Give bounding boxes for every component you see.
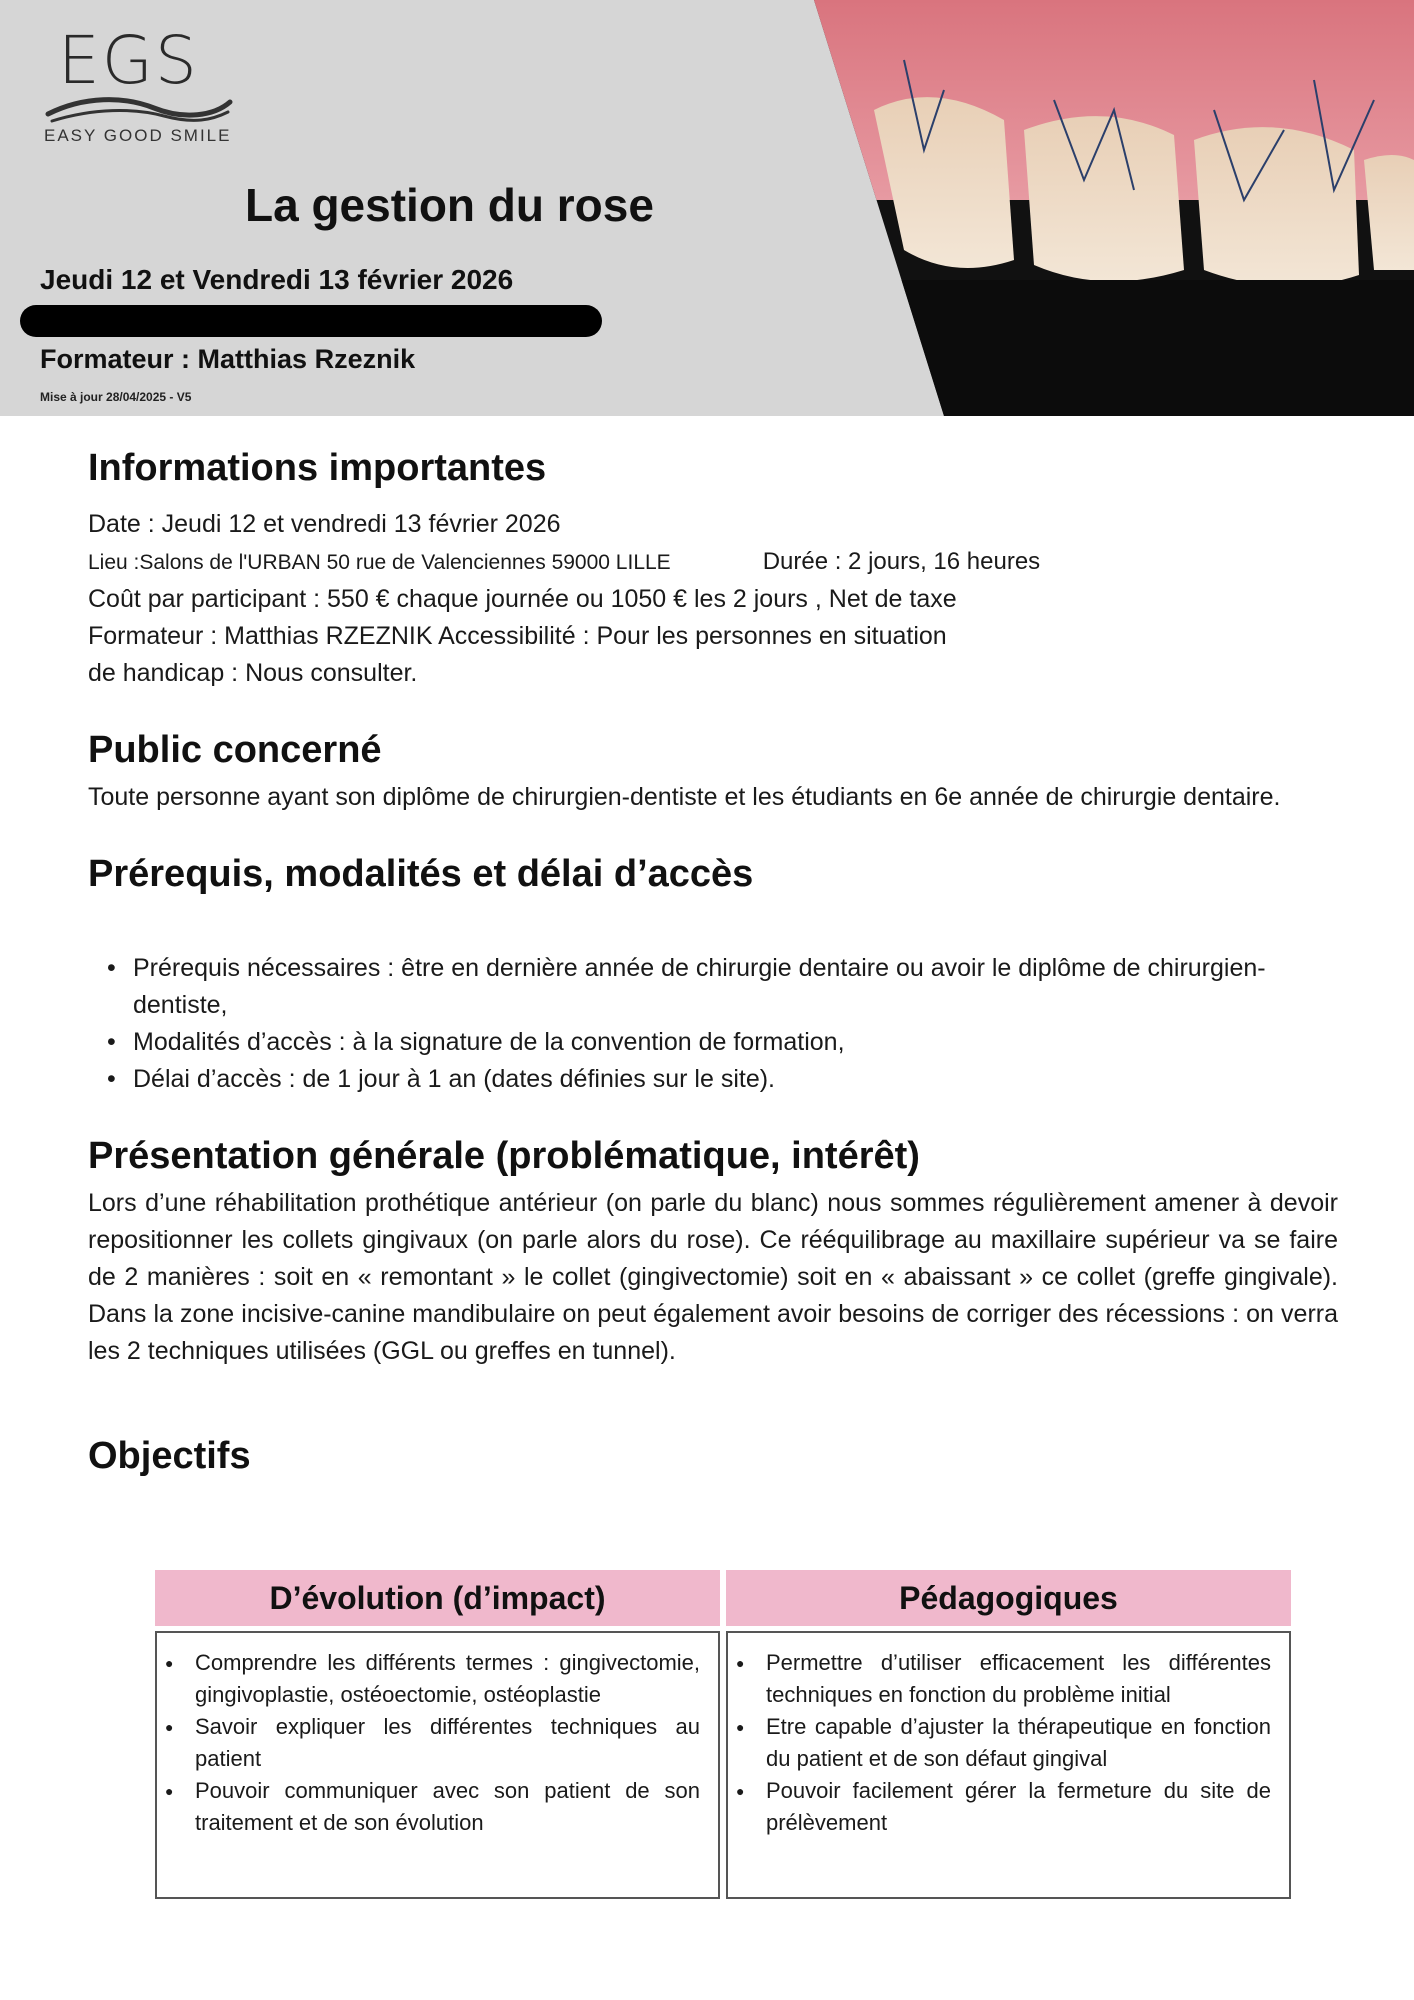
pedagogic-column — [726, 1570, 1291, 1899]
list-item: ● Savoir expliquer les différentes techniques au patient — [195, 1711, 700, 1775]
list-item: ● Comprendre les différents termes : gingivectomie, gingivoplastie, ostéoectomie, ostéoplastie — [195, 1647, 700, 1711]
logo-letters: EGS — [58, 22, 199, 99]
info-heading: Informations importantes — [88, 447, 547, 489]
list-item: ● Pouvoir communiquer avec son patient de son traitement et de son évolution — [195, 1775, 700, 1839]
list-item: ● Permettre d’utiliser efficacement les différentes techniques en fonction du problème initial — [766, 1647, 1271, 1711]
list-item: • Modalités d’accès : à la signature de la convention de formation, — [133, 1024, 1338, 1061]
public-section — [88, 728, 1338, 817]
page-title: La gestion du rose — [245, 179, 654, 231]
trainer-name: Matthias Rzeznik — [197, 344, 416, 374]
list-item: • Prérequis nécessaires : être en dernière année de chirurgie dentaire ou avoir le diplôme de chirurgien-dentiste, — [133, 950, 1338, 1024]
event-date: Jeudi 12 et Vendredi 13 février 2026 — [40, 264, 514, 295]
presentation-heading: Présentation générale (problématique, intérêt) — [88, 1134, 920, 1177]
info-duration: Durée : 2 jours, 16 heures — [762, 547, 1041, 575]
list-item: • Délai d’accès : de 1 jour à 1 an (dates définies sur le site). — [133, 1061, 1338, 1098]
prerequisites-heading: Prérequis, modalités et délai d’accès — [88, 853, 754, 896]
pedagogic-box — [726, 1631, 1291, 1899]
evolution-column — [155, 1570, 720, 1899]
presentation-text: Lors d’une réhabilitation prothétique antérieur (on parle du blanc) nous sommes régulièrement amener à devoir repositionner les collets gingivaux (on parle alors du rose). Ce rééquilibrage au maxillaire supérieur va se faire de 2 manières : soit en « remontant » le collet (gingivectomie) soit en « abaissant » ce collet (greffe gingivale). Dans la zone incisive-canine mandibulaire on peut également avoir besoins de corriger des récessions : on verra les 2 techniques utilisées (GGL ou greffes en tunnel). — [88, 1189, 1338, 1366]
info-date: Date : Jeudi 12 et vendredi 13 février 2026 — [88, 509, 561, 538]
info-block — [88, 506, 1338, 692]
trainer-line — [40, 344, 415, 375]
trainer-label: Formateur : — [40, 344, 191, 374]
list-item: ● Etre capable d’ajuster la thérapeutique en fonction du patient et de son défaut gingival — [766, 1711, 1271, 1775]
info-location: Lieu :Salons de l'URBAN 50 rue de Valenciennes 59000 LILLE — [88, 550, 671, 574]
header-banner — [0, 0, 1414, 416]
prerequisites-section — [88, 852, 1338, 1098]
main-content — [88, 446, 1338, 1480]
logo-tagline: EASY GOOD SMILE — [44, 126, 232, 145]
update-note: Mise à jour 28/04/2025 - V5 — [40, 390, 192, 404]
evolution-box — [155, 1631, 720, 1899]
objectives-section — [88, 1434, 1338, 1480]
info-location-row — [88, 543, 1338, 581]
logo-swoosh-icon — [44, 94, 234, 124]
redaction-bar — [20, 305, 602, 337]
info-accessibility: de handicap : Nous consulter. — [88, 658, 418, 687]
presentation-section — [88, 1134, 1338, 1371]
evolution-list — [195, 1647, 700, 1839]
objectives-heading: Objectifs — [88, 1435, 251, 1478]
public-heading: Public concerné — [88, 728, 382, 771]
list-item: ● Pouvoir facilement gérer la fermeture du site de prélèvement — [766, 1775, 1271, 1839]
info-cost: Coût par participant : 550 € chaque journée ou 1050 € les 2 jours , Net de taxe — [88, 584, 957, 613]
objectives-table — [155, 1570, 1291, 1903]
pedagogic-list — [766, 1647, 1271, 1839]
prerequisites-list — [88, 950, 1338, 1098]
public-text: Toute personne ayant son diplôme de chirurgien-dentiste et les étudiants en 6e année de chirurgie dentaire. — [88, 783, 1281, 812]
egs-logo — [44, 22, 254, 152]
evolution-header: D’évolution (d’impact) — [155, 1570, 720, 1626]
pedagogic-header: Pédagogiques — [726, 1570, 1291, 1626]
info-trainer: Formateur : Matthias RZEZNIK Accessibilité : Pour les personnes en situation — [88, 621, 947, 650]
gum-surgery-photo — [814, 0, 1414, 416]
